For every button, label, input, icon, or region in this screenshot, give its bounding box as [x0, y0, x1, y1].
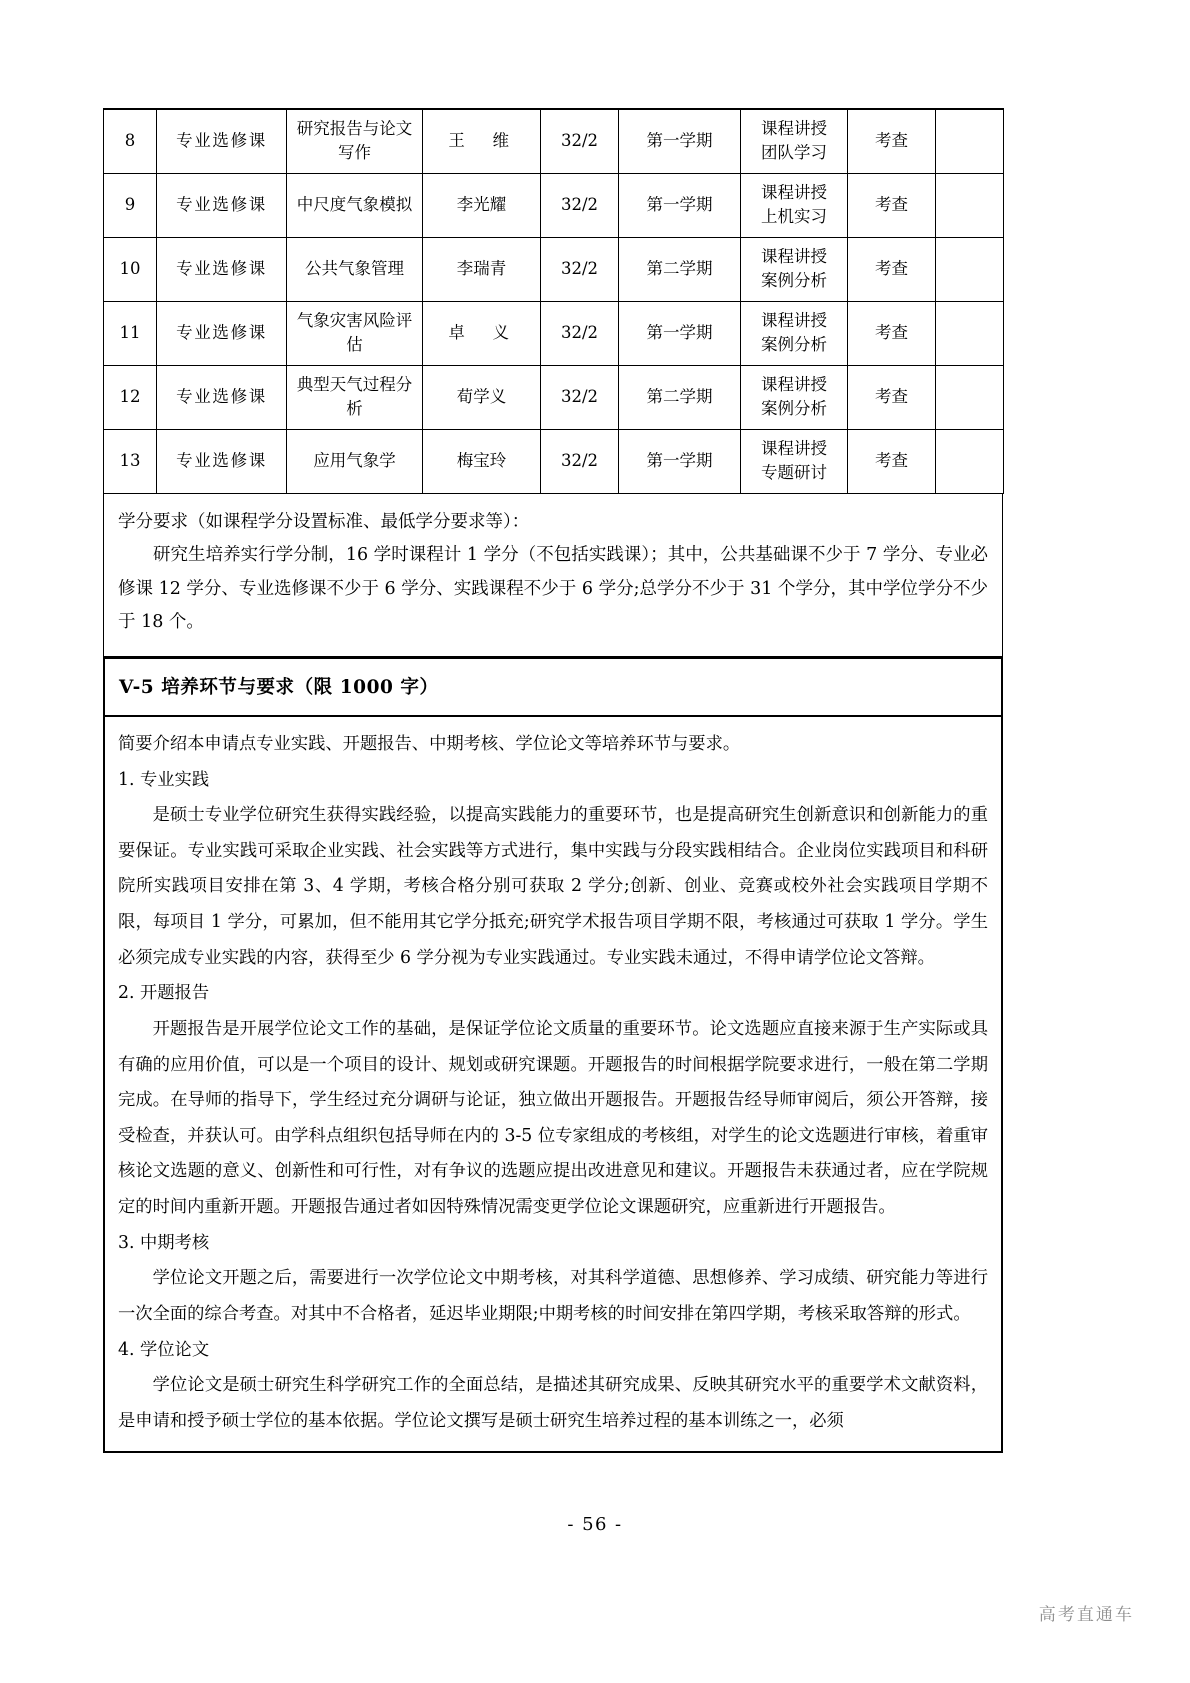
- cell-extra: [936, 237, 1004, 301]
- cell-course-type: 专业选修课: [157, 237, 287, 301]
- cell-teacher: 梅宝玲: [423, 429, 541, 493]
- teaching-method-line-2: 专题研讨: [761, 463, 827, 482]
- table-row: [104, 365, 1004, 429]
- cell-teaching-method: [741, 301, 848, 365]
- cell-course-name: 气象灾害风险评估: [287, 301, 423, 365]
- teaching-method-line-1: 课程讲授: [761, 247, 827, 267]
- cell-row-no: 12: [104, 365, 157, 429]
- teaching-method-line-1: 课程讲授: [761, 375, 827, 395]
- teaching-method-line-2: 上机实习: [761, 207, 827, 226]
- cell-course-name: 研究报告与论文写作: [287, 109, 423, 173]
- cell-term: 第一学期: [619, 301, 741, 365]
- cell-course-type: 专业选修课: [157, 429, 287, 493]
- item-body-proposal-report: 开题报告是开展学位论文工作的基础，是保证学位论文质量的重要环节。论文选题应直接来源于生产实际或具有确的应用价值，可以是一个项目的设计、规划或研究课题。开题报告的时间根据学院要求进行，一般在第二学期完成。在导师的指导下，学生经过充分调研与论证，独立做出开题报告。开题报告经导师审阅后，须公开答辩，接受检查，并获认可。由学科点组织包括导师在内的 3-5 位专家组成的考核组，对学生的论文选题进行审核，着重审核论文选题的意义、创新性和可行性，对有争议的选题应提出改进意见和建议。开题报告未获通过者，应在学院规定的时间内重新开题。开题报告通过者如因特殊情况需变更学位论文课题研究，应重新进行开题报告。: [118, 1018, 988, 1217]
- cell-assessment: 考查: [848, 173, 936, 237]
- table-row: [104, 173, 1004, 237]
- cell-hours-credits: 32/2: [541, 365, 619, 429]
- cell-extra: [936, 429, 1004, 493]
- cell-teaching-method: [741, 429, 848, 493]
- course-table: [103, 108, 1004, 494]
- cell-assessment: 考查: [848, 301, 936, 365]
- item-heading-proposal-report: 2. 开题报告: [118, 983, 210, 1004]
- item-body-midterm-assessment: 学位论文开题之后，需要进行一次学位论文中期考核，对其科学道德、思想修养、学习成绩、研究能力等进行一次全面的综合考查。对其中不合格者，延迟毕业期限;中期考核的时间安排在第四学期，考核采取答辩的形式。: [118, 1268, 988, 1324]
- cell-assessment: 考查: [848, 237, 936, 301]
- item-heading-professional-practice: 1. 专业实践: [118, 769, 210, 790]
- teaching-method-line-1: 课程讲授: [761, 439, 827, 459]
- cell-extra: [936, 109, 1004, 173]
- cell-hours-credits: 32/2: [541, 429, 619, 493]
- cell-teacher: 王 维: [423, 109, 541, 173]
- table-row: [104, 237, 1004, 301]
- item-heading-midterm-assessment: 3. 中期考核: [118, 1232, 210, 1253]
- section-v5-heading: V-5 培养环节与要求（限 1000 字）: [103, 657, 1003, 717]
- cell-course-name: 公共气象管理: [287, 237, 423, 301]
- section-v5-body: [103, 717, 1003, 1454]
- page-number: - 56 -: [567, 1514, 623, 1535]
- cell-teaching-method: [741, 109, 848, 173]
- cell-term: 第二学期: [619, 237, 741, 301]
- cell-extra: [936, 173, 1004, 237]
- teaching-method-line-1: 课程讲授: [761, 119, 827, 139]
- teaching-method-line-2: 团队学习: [761, 143, 827, 163]
- table-row: [104, 301, 1004, 365]
- cell-row-no: 11: [104, 301, 157, 365]
- document-content-frame: [103, 108, 1003, 1453]
- cell-term: 第二学期: [619, 365, 741, 429]
- teaching-method-line-1: 课程讲授: [761, 311, 827, 331]
- cell-row-no: 9: [104, 173, 157, 237]
- cell-course-type: 专业选修课: [157, 109, 287, 173]
- cell-course-type: 专业选修课: [157, 173, 287, 237]
- cell-teaching-method: [741, 237, 848, 301]
- cell-assessment: 考查: [848, 109, 936, 173]
- item-body-professional-practice: 是硕士专业学位研究生获得实践经验，以提高实践能力的重要环节，也是提高研究生创新意识和创新能力的重要保证。专业实践可采取企业实践、社会实践等方式进行，集中实践与分段实践相结合。企业岗位实践项目和科研院所实践项目安排在第 3、4 学期，考核合格分别可获取 2 学分;创新、创业、竞赛或校外社会实践项目学期不限，每项目 1 学分，可累加，但不能用其它学分抵充;研究学术报告项目学期不限，考核通过可获取 1 学分。学生必须完成专业实践的内容，获得至少 6 学分视为专业实践通过。专业实践未通过，不得申请学位论文答辩。: [118, 805, 988, 968]
- cell-row-no: 8: [104, 109, 157, 173]
- cell-hours-credits: 32/2: [541, 237, 619, 301]
- cell-row-no: 13: [104, 429, 157, 493]
- cell-teaching-method: [741, 173, 848, 237]
- cell-extra: [936, 301, 1004, 365]
- table-row: [104, 429, 1004, 493]
- teaching-method-line-2: 案例分析: [761, 399, 827, 418]
- teaching-method-line-2: 案例分析: [761, 335, 827, 354]
- cell-term: 第一学期: [619, 109, 741, 173]
- cell-teaching-method: [741, 365, 848, 429]
- teaching-method-line-1: 课程讲授: [761, 183, 827, 203]
- cell-course-type: 专业选修课: [157, 365, 287, 429]
- cell-hours-credits: 32/2: [541, 173, 619, 237]
- credit-requirement-body: 研究生培养实行学分制，16 学时课程计 1 学分（不包括实践课）；其中，公共基础课不少于 7 学分、专业必修课 12 学分、专业选修课不少于 6 学分、实践课程不少于 6 学分;总学分不少于 31 个学分，其中学位学分不少于 18 个。: [118, 545, 988, 633]
- cell-teacher: 李光耀: [423, 173, 541, 237]
- credit-requirement-block: [103, 494, 1003, 657]
- cell-hours-credits: 32/2: [541, 301, 619, 365]
- cell-row-no: 10: [104, 237, 157, 301]
- credit-requirement-title: 学分要求（如课程学分设置标准、最低学分要求等）：: [118, 511, 530, 532]
- cell-course-type: 专业选修课: [157, 301, 287, 365]
- item-heading-degree-thesis: 4. 学位论文: [118, 1339, 210, 1360]
- table-row: [104, 109, 1004, 173]
- cell-course-name: 中尺度气象模拟: [287, 173, 423, 237]
- cell-assessment: 考查: [848, 429, 936, 493]
- watermark: 高考直通车: [1038, 1605, 1134, 1625]
- cell-course-name: 典型天气过程分析: [287, 365, 423, 429]
- cell-teacher: 荀学义: [423, 365, 541, 429]
- section-v5-intro: 简要介绍本申请点专业实践、开题报告、中期考核、学位论文等培养环节与要求。: [118, 733, 741, 754]
- cell-teacher: 卓 义: [423, 301, 541, 365]
- cell-extra: [936, 365, 1004, 429]
- cell-course-name: 应用气象学: [287, 429, 423, 493]
- item-body-degree-thesis: 学位论文是硕士研究生科学研究工作的全面总结，是描述其研究成果、反映其研究水平的重要学术文献资料，是申请和授予硕士学位的基本依据。学位论文撰写是硕士研究生培养过程的基本训练之一，必须: [118, 1375, 988, 1431]
- cell-assessment: 考查: [848, 365, 936, 429]
- cell-hours-credits: 32/2: [541, 109, 619, 173]
- cell-teacher: 李瑞青: [423, 237, 541, 301]
- teaching-method-line-2: 案例分析: [761, 271, 827, 290]
- cell-term: 第一学期: [619, 173, 741, 237]
- cell-term: 第一学期: [619, 429, 741, 493]
